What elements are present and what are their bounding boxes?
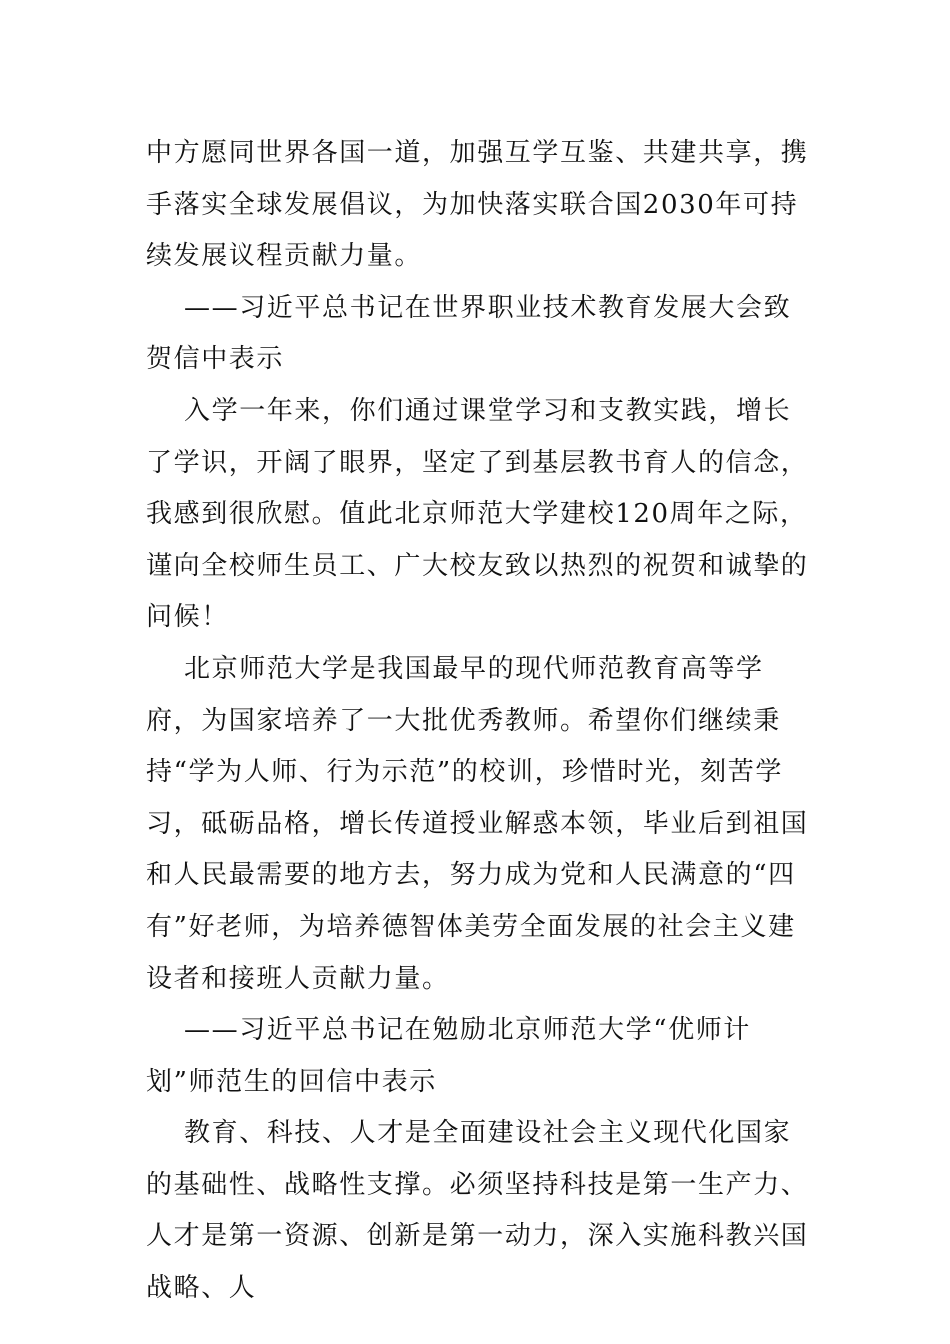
paragraph-letter-2: 北京师范大学是我国最早的现代师范教育高等学府，为国家培养了一大批优秀教师。希望你们继续秉持“学为人师、行为示范”的校训，珍惜时光，刻苦学习，砥砺品格，增长传道授业解惑本领，毕业后到祖国和人民最需要的地方去，努力成为党和人民满意的“四有”好老师，为培养德智体美劳全面发展的社会主义建设者和接班人贡献力量。 [146, 653, 809, 994]
paragraph-letter-1: 入学一年来，你们通过课堂学习和支教实践，增长了学识，开阔了眼界，坚定了到基层教书育人的信念，我感到很欣慰。值此北京师范大学建校120周年之际，谨向全校师生员工、广大校友致以热烈的祝贺和诚挚的问候！ [146, 395, 809, 633]
paragraph-attribution-1: ——习近平总书记在世界职业技术教育发展大会致贺信中表示 [146, 292, 792, 375]
paragraph-intro: 中方愿同世界各国一道，加强互学互鉴、共建共享，携手落实全球发展倡议，为加快落实联合国2030年可持续发展议程贡献力量。 [146, 138, 809, 272]
document-page [146, 128, 810, 1315]
paragraph-attribution-2: ——习近平总书记在勉励北京师范大学“优师计划”师范生的回信中表示 [146, 1015, 751, 1097]
paragraph-education: 教育、科技、人才是全面建设社会主义现代化国家的基础性、战略性支撑。必须坚持科技是第一生产力、人才是第一资源、创新是第一动力，深入实施科教兴国战略、人 [146, 1118, 809, 1304]
